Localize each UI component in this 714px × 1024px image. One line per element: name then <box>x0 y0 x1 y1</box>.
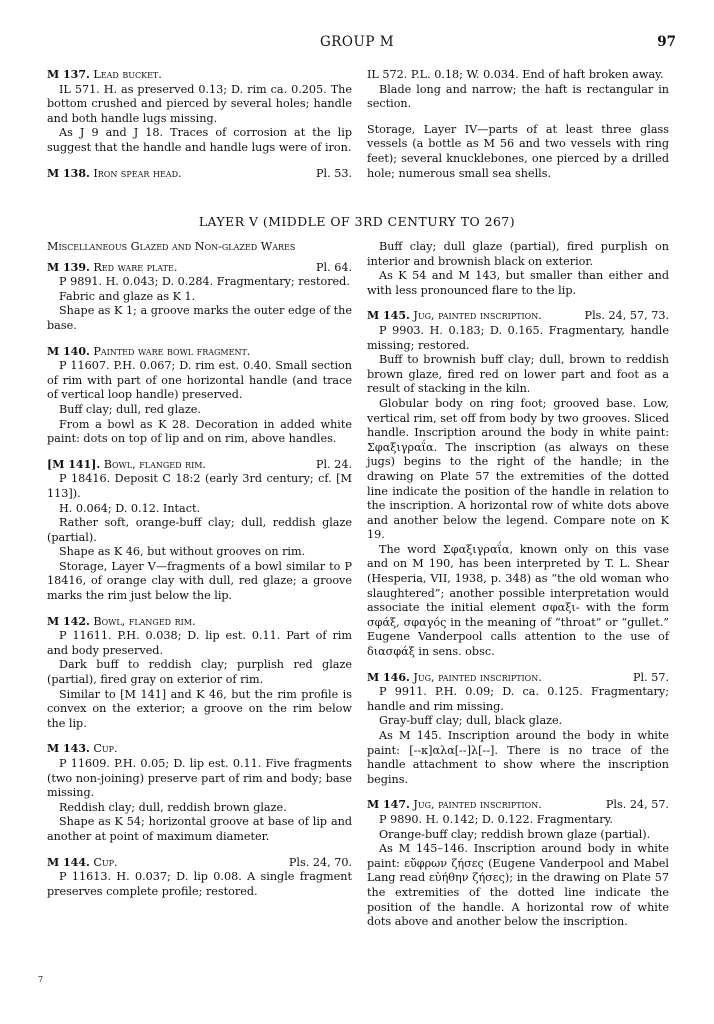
catalogue-entry-heading <box>367 671 669 686</box>
catalogue-entry-heading <box>47 615 352 630</box>
paragraph: Similar to [M 141] and K 46, but the rim profile is convex on the exterior; a groove on the rim below the lip. <box>47 687 352 730</box>
section-heading: Miscellaneous Glazed and Non-glazed Wares <box>47 240 296 253</box>
entry-title: Cup. <box>93 742 118 756</box>
entry-number: M 138. <box>47 166 90 180</box>
paragraph: Shape as K 1; a groove marks the outer edge of the base. <box>47 304 352 332</box>
paragraph: P 11611. P.H. 0.038; D. lip est. 0.11. Part of rim and body preserved. <box>47 629 352 657</box>
paragraph: Buff clay; dull, red glaze. <box>59 402 201 416</box>
entry-number: M 147. <box>367 798 410 812</box>
paragraph: Gray-buff clay; dull, black glaze. <box>379 714 563 728</box>
plate-reference: Pl. 53. <box>315 166 352 180</box>
paragraph: As J 9 and J 18. Traces of corrosion at the lip suggest that the handle and handle lugs were of iron. <box>47 126 352 154</box>
entry-title: Jug, painted inscription. <box>413 670 542 684</box>
plate-reference: Pls. 24, 57, 73. <box>584 309 669 323</box>
paragraph: Buff clay; dull glaze (partial), fired purplish on interior and brownish black on exterior. <box>367 240 669 268</box>
catalogue-entry-heading <box>47 742 352 757</box>
catalogue-entry-heading <box>47 261 352 276</box>
entry-title: Jug, painted inscription. <box>413 309 542 323</box>
paragraph: P 11613. H. 0.037; D. lip 0.08. A single fragment preserves complete profile; restored. <box>47 870 352 898</box>
entry-title: Iron spear head. <box>93 166 182 180</box>
paragraph: Fabric and glaze as K 1. <box>59 289 196 303</box>
paragraph: H. 0.064; D. 0.12. Intact. <box>59 501 201 515</box>
plate-reference: Pls. 24, 57. <box>605 798 669 812</box>
paragraph: Blade long and narrow; the haft is rectangular in section. <box>367 82 669 111</box>
entry-title: Painted ware bowl fragment. <box>93 344 251 358</box>
paragraph: P 9890. H. 0.142; D. 0.122. Fragmentary. <box>379 812 613 826</box>
paragraph: Shape as K 46, but without grooves on rim. <box>59 545 306 559</box>
paragraph: P 18416. Deposit C 18:2 (early 3rd century; cf. [M 113]). <box>47 472 352 500</box>
catalogue-entry-heading <box>47 167 352 182</box>
paragraph: Shape as K 54; horizontal groove at base of lip and another at point of maximum diameter. <box>47 815 352 843</box>
entry-number: M 145. <box>367 309 410 323</box>
entry-number: [M 141]. <box>47 457 101 471</box>
paragraph: From a bowl as K 28. Decoration in added white paint: dots on top of lip and on rim, above handles. <box>47 417 352 446</box>
paragraph: P 11607. P.H. 0.067; D. rim est. 0.40. Small section of rim with part of one horizontal handle (and trace of vertical loop handle) preserved. <box>47 359 352 402</box>
entry-number: M 139. <box>47 260 90 274</box>
right-column <box>367 240 669 930</box>
catalogue-entry-heading <box>367 309 669 324</box>
entry-number: M 137. <box>47 68 90 81</box>
paragraph: As M 145–146. Inscription around body in white paint: εὔφρων ζήσες (Eugene Vanderpool and Mabel Lang read εὐήθην ζήσες); in the drawing on Plate 57 the extremities of the dotted line indicate the position of the handle. A horizontal row of white dots above and another below the inscription. <box>367 842 669 929</box>
paragraph: P 9911. P.H. 0.09; D. ca. 0.125. Fragmentary; handle and rim missing. <box>367 685 669 713</box>
right-column-top <box>367 68 669 181</box>
paragraph: Dark buff to reddish clay; purplish red glaze (partial), fired gray on exterior of rim. <box>47 658 352 687</box>
entry-number: M 140. <box>47 344 90 358</box>
catalogue-entry-heading <box>47 345 352 360</box>
page-title: GROUP M <box>319 34 395 50</box>
paragraph: Storage, Layer IV—parts of at least three glass vessels (a bottle as M 56 and two vessels with ring feet); several knucklebones, one pierced by a drilled hole; numerous small sea shells. <box>367 122 669 180</box>
paragraph: P 9891. H. 0.043; D. 0.284. Fragmentary; restored. <box>59 275 350 289</box>
paragraph: P 9903. H. 0.183; D. 0.165. Fragmentary, handle missing; restored. <box>367 323 669 352</box>
entry-title: Bowl, flanged rim. <box>93 614 196 628</box>
running-header <box>0 34 714 54</box>
paragraph: IL 571. H. as preserved 0.13; D. rim ca. 0.205. The bottom crushed and pierced by several holes; handle and both handle lugs missing. <box>47 82 352 125</box>
paragraph: P 11609. P.H. 0.05; D. lip est. 0.11. Five fragments (two non-joining) preserve part of rim and body; base missing. <box>47 757 352 800</box>
paragraph: Orange-buff clay; reddish brown glaze (partial). <box>379 827 651 841</box>
paragraph: The word Σφαξιγραΐα, known only on this vase and on M 190, has been interpreted by T. L. Shear (Hesperia, VII, 1938, p. 348) as “the old woman who slaughtered”; another possible interpretation would associate the initial element σφαξι- with the form σφάξ, σφαγός in the meaning of “throat” or “gullet.” Eugene Vanderpool calls attention to the use of διασφάξ in sens. obsc. <box>367 542 669 659</box>
left-column-top <box>47 68 352 181</box>
catalogue-entry-heading <box>47 68 352 83</box>
paragraph: Rather soft, orange-buff clay; dull, reddish glaze (partial). <box>47 516 352 544</box>
catalogue-entry-heading <box>47 856 352 871</box>
left-column <box>47 240 352 899</box>
paragraph: As M 145. Inscription around the body in white paint: [--κ]αλα[--]λ[--]. There is no trace of the handle attachment to show where the inscription begins. <box>367 729 669 786</box>
plate-reference: Pl. 24. <box>315 457 352 471</box>
entry-number: M 143. <box>47 742 90 756</box>
entry-title: Jug, painted inscription. <box>413 798 542 812</box>
paragraph: Storage, Layer V—fragments of a bowl similar to P 18416, of orange clay with dull, red glaze; a groove marks the rim just below the lip. <box>47 559 352 603</box>
catalogue-entry-heading <box>367 798 669 813</box>
plate-reference: Pl. 57. <box>632 670 669 684</box>
paragraph: As K 54 and M 143, but smaller than either and with less pronounced flare to the lip. <box>367 269 669 297</box>
plate-reference: Pls. 24, 70. <box>288 855 352 869</box>
entry-title: Lead bucket. <box>93 68 162 81</box>
entry-title: Bowl, flanged rim. <box>103 457 206 471</box>
paragraph: IL 572. P.L. 0.18; W. 0.034. End of haft broken away. <box>367 68 664 81</box>
paragraph: Reddish clay; dull, reddish brown glaze. <box>59 800 287 814</box>
entry-title: Red ware plate. <box>93 260 178 274</box>
catalogue-entry-heading <box>47 458 352 473</box>
entry-number: M 146. <box>367 670 410 684</box>
footnote-mark: 7 <box>38 975 44 984</box>
entry-number: M 144. <box>47 855 90 869</box>
page-number: 97 <box>657 34 676 50</box>
paragraph: Globular body on ring foot; grooved base. Low, vertical rim, set off from body by two grooves. Sliced handle. Inscription around the body in white paint: Σφαξιγραΐα. The inscription (as always on these jugs) begins to the right of the handle; in the drawing on Plate 57 the extremities of the dotted line indicate the position of the handle in relation to the inscription. A horizontal row of white dots above and another below the legend. Compare note on K 19. <box>367 396 669 542</box>
plate-reference: Pl. 64. <box>315 260 352 274</box>
paragraph: Buff to brownish buff clay; dull, brown to reddish brown glaze, fired red on lower part and foot as a result of stacking in the kiln. <box>367 353 669 396</box>
entry-title: Cup. <box>93 855 118 869</box>
layer-heading: LAYER V (MIDDLE OF 3RD CENTURY TO 267) <box>198 214 516 229</box>
entry-number: M 142. <box>47 614 90 628</box>
